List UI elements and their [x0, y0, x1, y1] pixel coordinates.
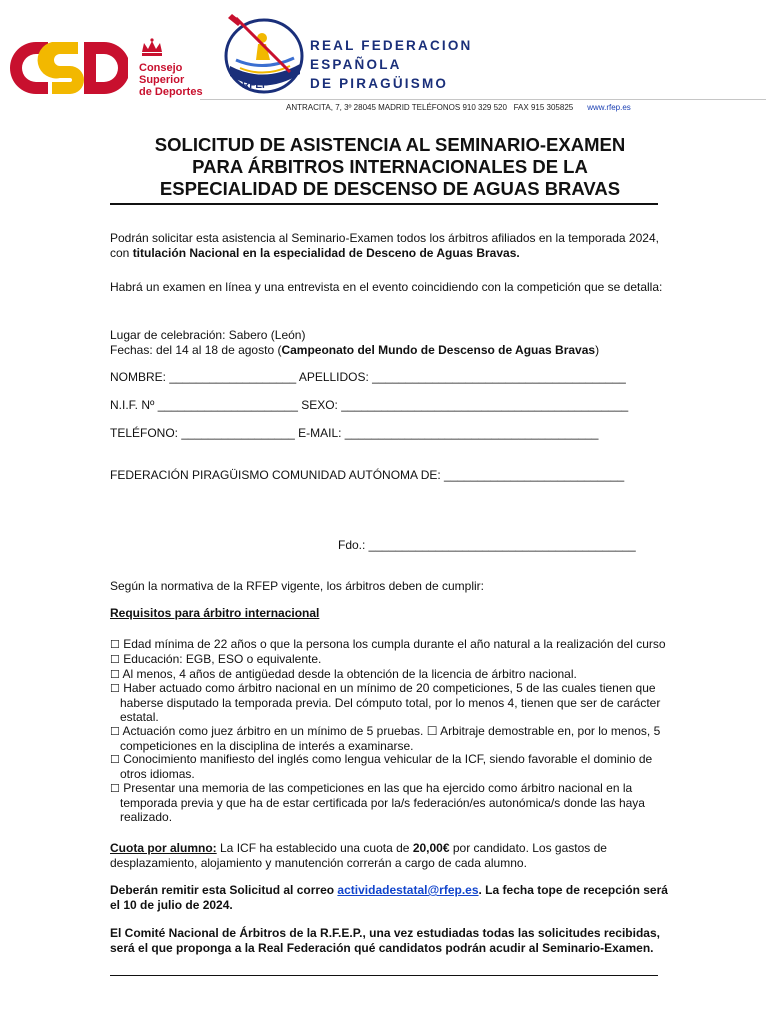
submission-paragraph: Deberán remitir esta Solicitud al correo actividadestatal@rfep.es. La fecha tope de recepción será el 10 de julio de 2024.: [110, 883, 668, 912]
nif-sex-field[interactable]: N.I.F. Nº _____________________ SEXO: ___________________________________________: [110, 398, 629, 412]
list-item: ☐ Actuación como juez árbitro en un mínimo de 5 pruebas. ☐ Arbitraje demostrable en, por lo menos, 5 competiciones en la disciplina de interés a examinarse.: [110, 723, 661, 753]
requirements-heading: Requisitos para árbitro internacional: [110, 606, 320, 620]
requirements-lead: Según la normativa de la RFEP vigente, los árbitros deben de cumplir:: [110, 579, 484, 593]
document-title: SOLICITUD DE ASISTENCIA AL SEMINARIO-EXAMEN PARA ÁRBITROS INTERNACIONALES DE LA ESPECIALIDAD DE DESCENSO DE AGUAS BRAVAS: [154, 134, 626, 199]
checkbox-icon[interactable]: ☐: [110, 782, 120, 795]
list-item: ☐ Conocimiento manifiesto del inglés como lengua vehicular de la ICF, siendo favorable el dominio de otros idiomas.: [110, 752, 653, 782]
list-item: ☐ Al menos, 4 años de antigüedad desde la obtención de la licencia de árbitro nacional.: [110, 666, 577, 681]
bottom-rule: [110, 975, 658, 976]
fee-paragraph: Cuota por alumno: La ICF ha establecido una cuota de 20,00€ por candidato. Los gastos de desplazamiento, alojamiento y manutención correrán a cargo de cada alumno.: [110, 841, 607, 870]
list-item: ☐ Haber actuado como árbitro nacional en un mínimo de 20 competiciones, 5 de las cuales tienen que haberse disputado la temporada previa. Del cómputo total, por lo menos 4, tienen que ser de carácter estatal.: [110, 681, 661, 724]
exam-paragraph: Habrá un examen en línea y una entrevista en el evento coincidiendo con la competición que se detalla:: [110, 280, 663, 294]
requirements-list: [110, 638, 672, 824]
email-link[interactable]: actividadestatal@rfep.es: [337, 883, 479, 897]
crown-icon: [140, 38, 164, 60]
csd-logo-icon: [8, 40, 128, 96]
name-surname-field[interactable]: NOMBRE: ___________________ APELLIDOS: ______________________________________: [110, 370, 626, 384]
list-item: ☐ Educación: EGB, ESO o equivalente.: [110, 651, 322, 666]
rfep-logo-label: RFEP: [242, 80, 269, 91]
signature-field[interactable]: Fdo.: ________________________________________: [338, 538, 636, 552]
csd-name: Consejo Superior de Deportes: [139, 62, 203, 98]
checkbox-icon[interactable]: ☐: [110, 653, 120, 666]
checkbox-icon[interactable]: ☐: [110, 725, 120, 738]
header-divider: [200, 99, 766, 100]
list-item: ☐ Presentar una memoria de las competiciones en las que ha ejercido como árbitro nacional en la temporada previa y que ha de estar certificada por la/s federación/es autonómica/s donde las haya realizado.: [110, 780, 645, 824]
checkbox-icon[interactable]: ☐: [110, 668, 120, 681]
intro-paragraph: Podrán solicitar esta asistencia al Seminario-Examen todos los árbitros afiliados en la temporada 2024, con titulación Nacional en la especialidad de Desceno de Aguas Bravas.: [110, 231, 659, 260]
list-item: ☐ Edad mínima de 22 años o que la persona los cumpla durante el año natural a la realización del curso: [110, 637, 666, 651]
venue-info: Lugar de celebración: Sabero (León) Fechas: del 14 al 18 de agosto (Campeonato del Mundo de Descenso de Aguas Bravas): [110, 328, 600, 357]
address-line: ANTRACITA, 7, 3º 28045 MADRID TELÉFONOS 910 329 520 FAX 915 305825 www.rfep.es: [286, 103, 631, 112]
website-link[interactable]: www.rfep.es: [587, 103, 631, 112]
rfep-name: REAL FEDERACION ESPAÑOLA DE PIRAGÜISMO: [310, 38, 473, 91]
committee-paragraph: El Comité Nacional de Árbitros de la R.F.E.P., una vez estudiadas todas las solicitudes recibidas, será el que proponga a la Real Federación qué candidatos podrán acudir al Seminario-Examen.: [110, 926, 660, 955]
title-rule: [110, 203, 658, 205]
checkbox-icon[interactable]: ☐: [110, 639, 120, 651]
phone-email-field[interactable]: TELÉFONO: _________________ E-MAIL: ______________________________________: [110, 426, 599, 440]
checkbox-icon[interactable]: ☐: [110, 754, 120, 767]
federation-field[interactable]: FEDERACIÓN PIRAGÜISMO COMUNIDAD AUTÓNOMA DE: ___________________________: [110, 468, 625, 482]
checkbox-icon[interactable]: ☐: [110, 683, 120, 696]
